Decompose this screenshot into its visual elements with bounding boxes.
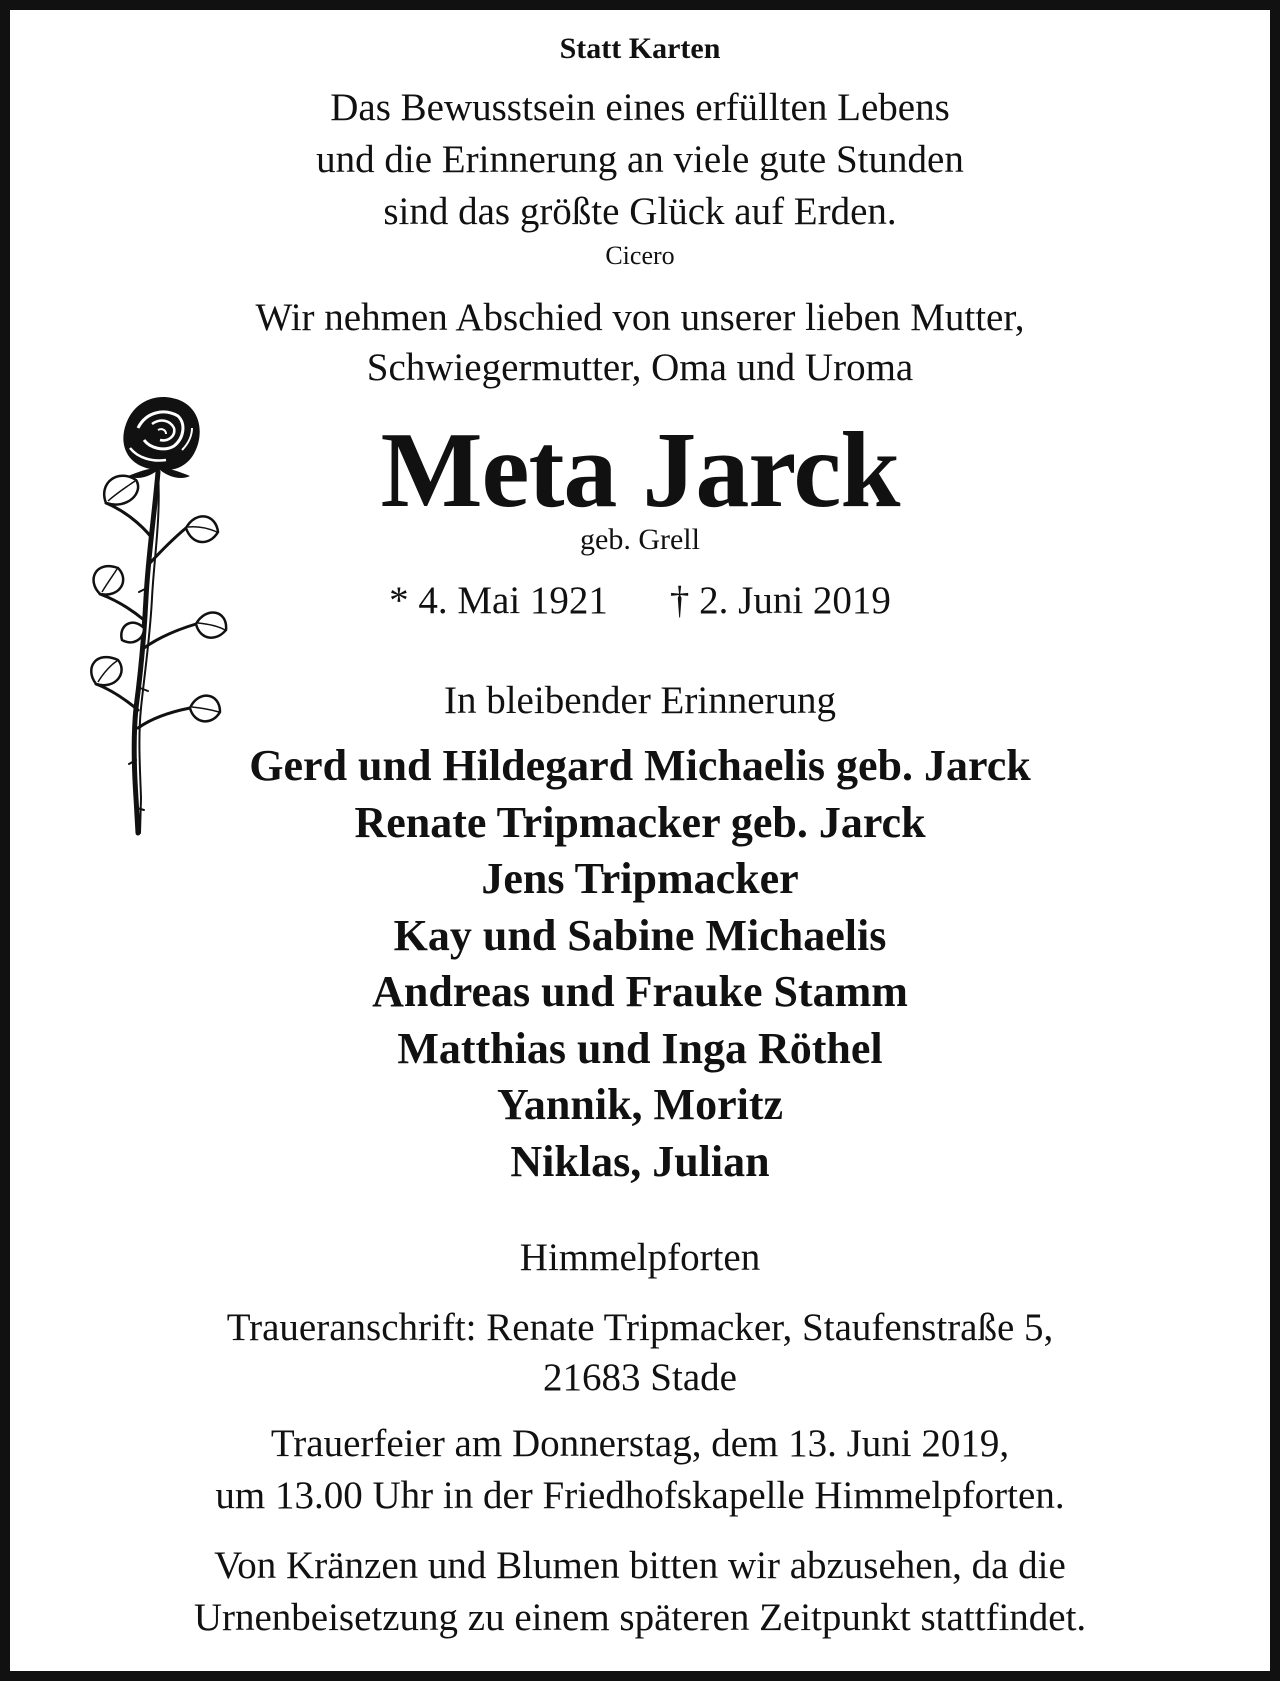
birth-name: geb. Grell bbox=[580, 523, 700, 556]
birth-date: * 4. Mai 1921 bbox=[389, 579, 608, 622]
note-line: Urnenbeisetzung zu einem späteren Zeitpunkt stattfindet. bbox=[193, 1596, 1087, 1639]
intro-line: Schwiegermutter, Oma und Uroma bbox=[366, 346, 914, 389]
notice-header: Statt Karten bbox=[559, 32, 721, 65]
mourner-entry: Jens Tripmacker bbox=[481, 854, 799, 903]
quote-line: Das Bewusstsein eines erfüllten Lebens bbox=[330, 86, 950, 129]
death-date: † 2. Juni 2019 bbox=[669, 579, 891, 622]
note-line: Von Kränzen und Blumen bitten wir abzusehen, da die bbox=[214, 1544, 1066, 1587]
mourner-entry: Kay und Sabine Michaelis bbox=[393, 910, 887, 960]
quote-author: Cicero bbox=[605, 241, 675, 270]
funeral-line: Trauerfeier am Donnerstag, dem 13. Juni 2019, bbox=[270, 1422, 1010, 1465]
mourner-entry: Renate Tripmacker geb. Jarck bbox=[354, 797, 926, 847]
place: Himmelpforten bbox=[519, 1236, 761, 1279]
mourner-entry: Gerd und Hildegard Michaelis geb. Jarck bbox=[249, 741, 1031, 790]
address-line: 21683 Stade bbox=[543, 1356, 737, 1399]
mourner-entry: Niklas, Julian bbox=[510, 1136, 770, 1186]
deceased-name: Meta Jarck bbox=[380, 411, 900, 530]
quote-line: und die Erinnerung an viele gute Stunden bbox=[316, 138, 964, 181]
mourner-entry: Matthias und Inga Röthel bbox=[397, 1023, 883, 1073]
quote-line: sind das größte Glück auf Erden. bbox=[383, 190, 897, 233]
address-line: Traueranschrift: Renate Tripmacker, Staufenstraße 5, bbox=[226, 1306, 1054, 1349]
intro-line: Wir nehmen Abschied von unserer lieben Mutter, bbox=[255, 296, 1025, 339]
mourner-entry: Yannik, Moritz bbox=[497, 1080, 783, 1129]
mourner-entry: Andreas und Frauke Stamm bbox=[372, 967, 908, 1016]
memory-line: In bleibender Erinnerung bbox=[443, 679, 837, 722]
funeral-line: um 13.00 Uhr in der Friedhofskapelle Himmelpforten. bbox=[215, 1474, 1065, 1517]
rose-icon bbox=[78, 388, 228, 848]
